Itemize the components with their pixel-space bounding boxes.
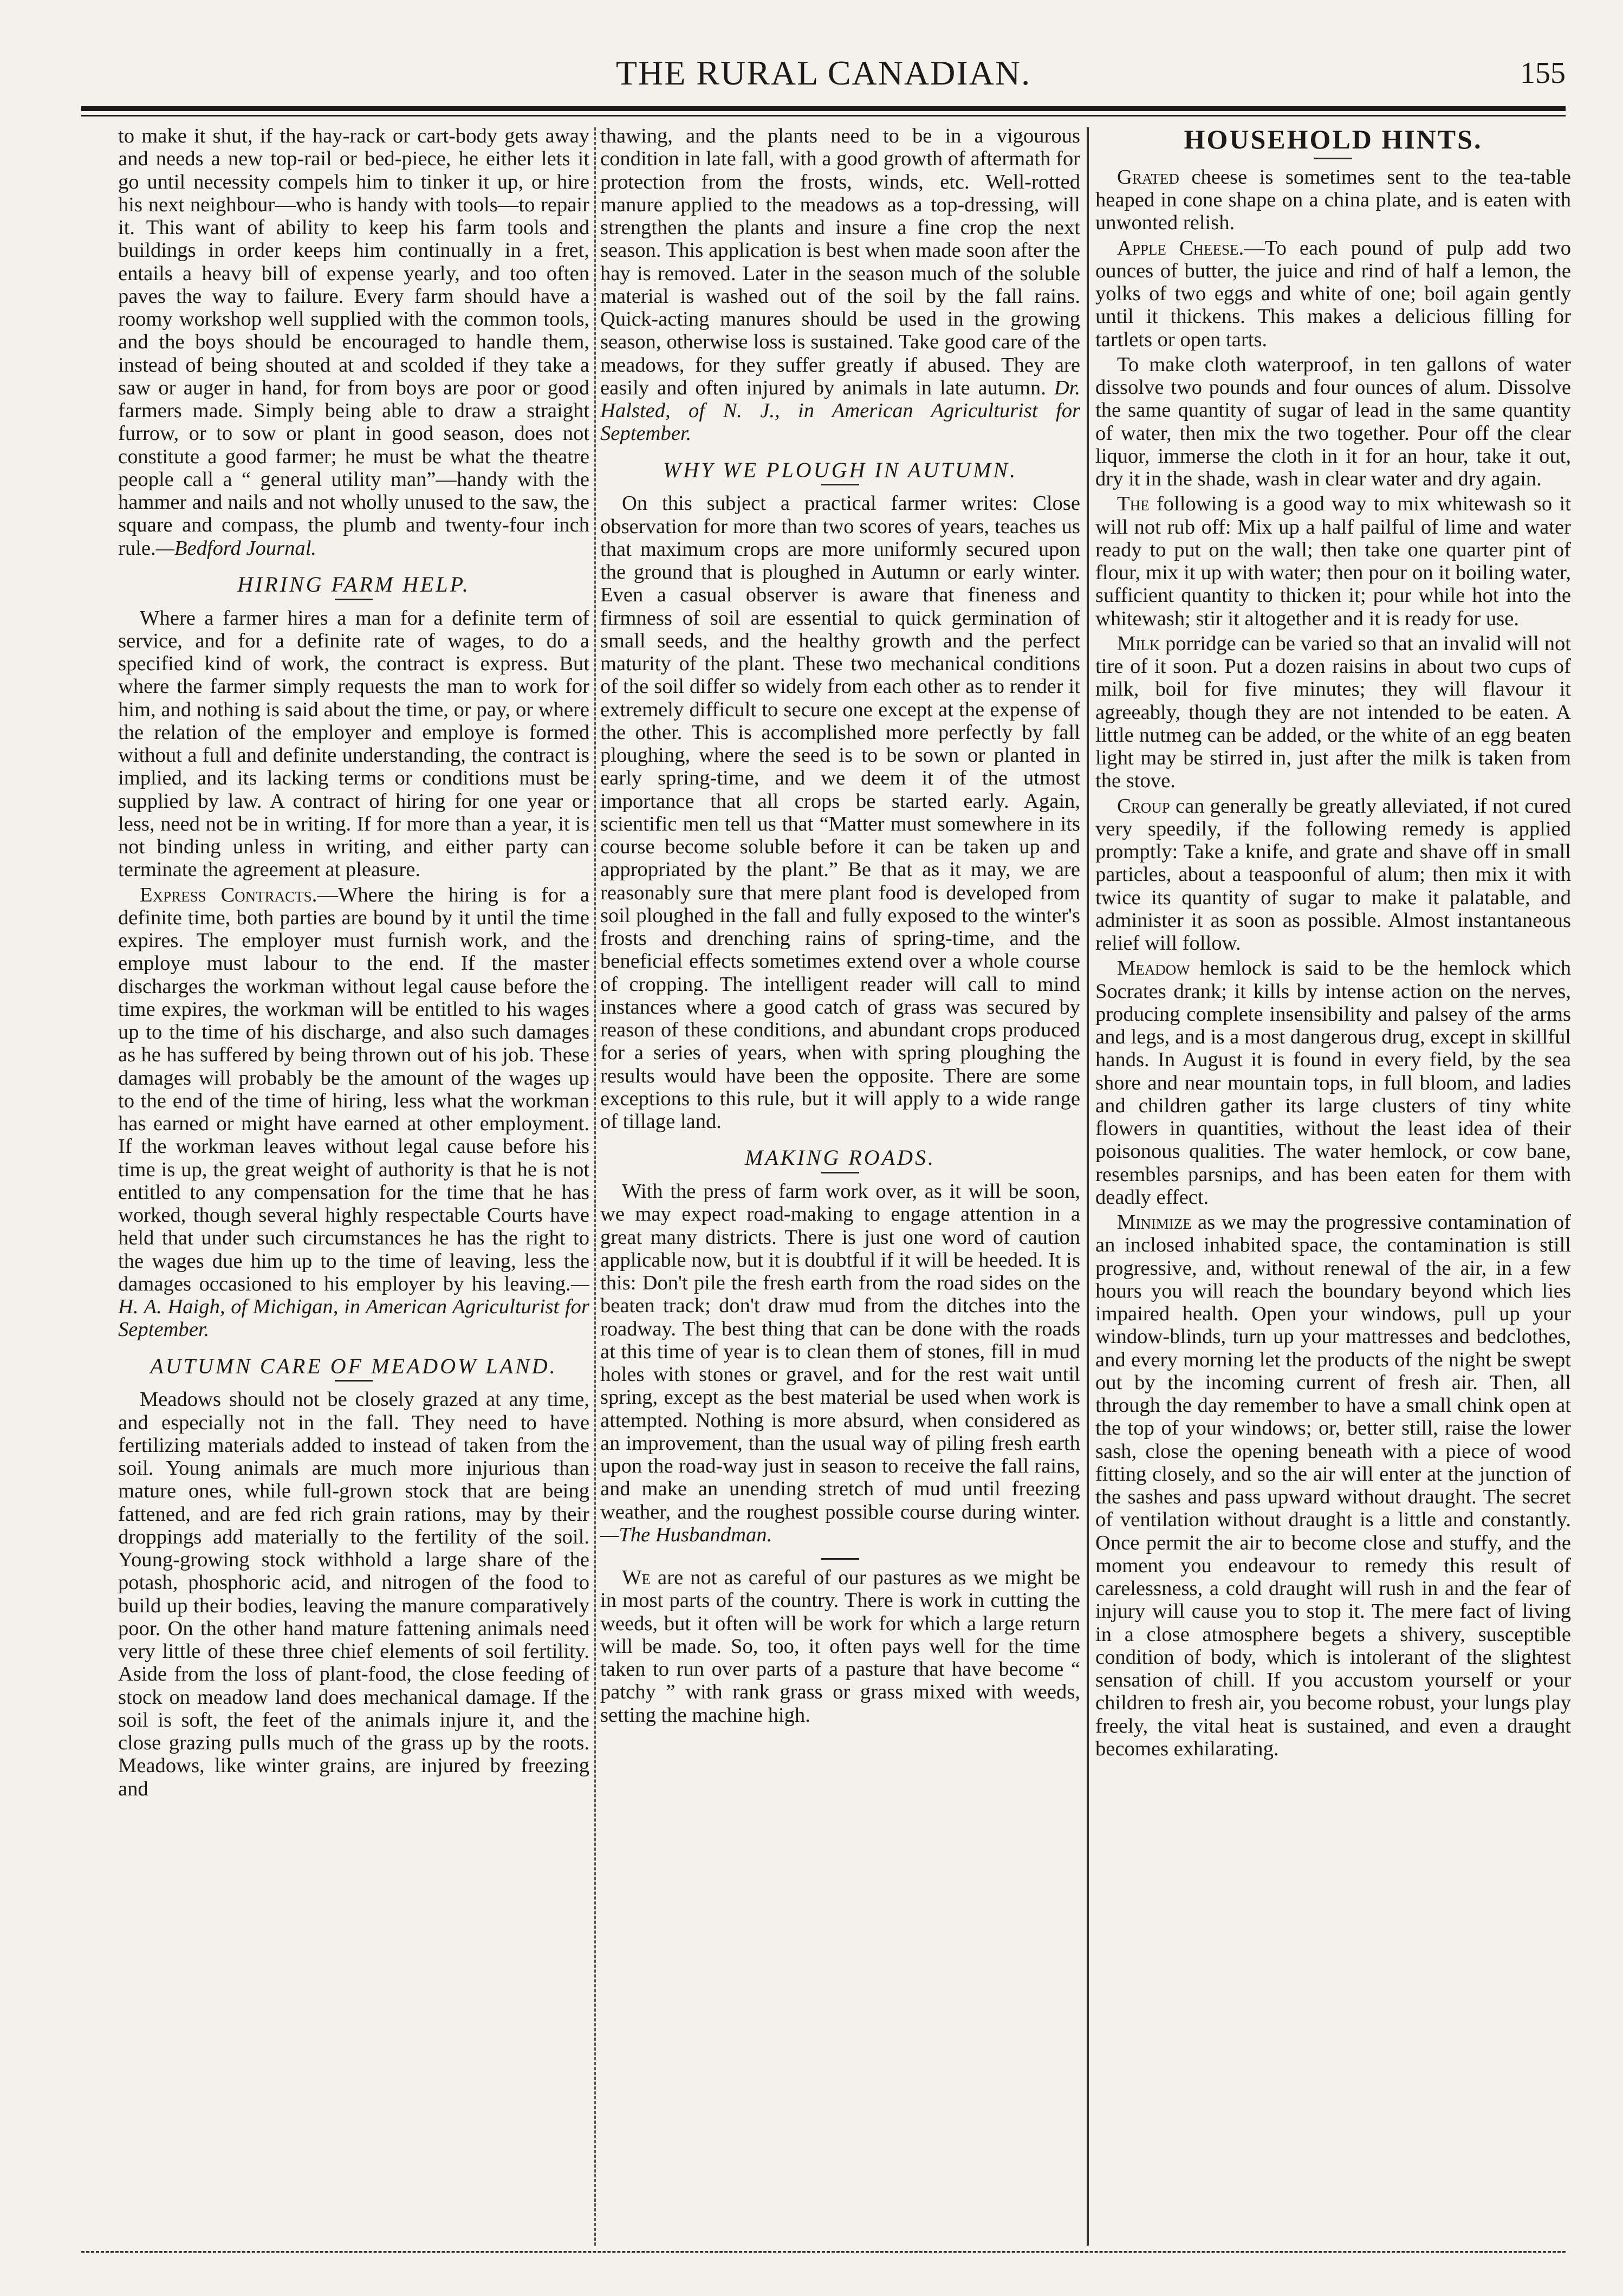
article-paragraph bbox=[118, 884, 589, 1341]
article-source: —Bedford Journal. bbox=[155, 536, 317, 560]
article-text: thawing, and the plants need to be in a vigourous condition in late fall, with a good growth of aftermath for protection from the frosts, winds, etc. Well-rotted manure applied to the meadows as a top-dressing, will strengthen the plants and insure a fine crop the next season. This application is best when made soon after the hay is removed. Later in the season much of the soluble material is washed out of the soil by the fall rains. Quick-acting manures should be used in the growing season, otherwise loss is sustained. Take good care of the meadows, for they suffer greatly if abused. They are easily and often injured by animals in late autumn. bbox=[600, 125, 1080, 399]
top-rule-thin bbox=[81, 115, 1566, 116]
article-source: —H. A. Haigh, of Michigan, in American Agriculturist for September. bbox=[118, 1272, 589, 1341]
article-text: are not as careful of our pastures as we might be in most parts of the country. There is work in cutting the weeds, but it often will be work for which a large return will be made. So, too, it often pays well for the time taken to run over parts of a pasture that have become “ patchy ” with rank grass or grass mixed with weeds, setting the machine high. bbox=[600, 1566, 1080, 1727]
household-hint bbox=[1095, 353, 1571, 491]
household-hints-list bbox=[1095, 166, 1571, 1760]
article-paragraph: Where a farmer hires a man for a definite term of service, and for a definite rate of wages, to do a specified kind of work, the contract is express. But where the farmer simply requests the man to work for him, and nothing is said about the time, or pay, or where the relation of the employer and employe is formed without a full and definite understanding, the contract is implied, and its lacking terms or conditions must be supplied by law. A contract of hiring for one year or less, need not be in writing. If for more than a year, it is not binding unless in writing, and either party can terminate the agreement at pleasure. bbox=[118, 606, 589, 881]
bottom-rule bbox=[81, 2251, 1566, 2253]
hint-text: can generally be greatly alleviated, if not cured very speedily, if the following remedy is applied promptly: Take a knife, and grate and shave off in small particles, about a teaspoonful of alum; then mix it with twice its quantity of sugar to make it palatable, and administer it as soon as possible. Almost instantaneous relief will follow. bbox=[1095, 794, 1571, 955]
section-dash bbox=[821, 1558, 859, 1560]
household-hint bbox=[1095, 237, 1571, 351]
article-paragraph bbox=[600, 1566, 1080, 1727]
hint-lead: Apple Cheese. bbox=[1117, 236, 1244, 260]
heading-dash bbox=[1314, 158, 1352, 159]
household-hint bbox=[1095, 632, 1571, 793]
household-hint bbox=[1095, 492, 1571, 630]
section-heading-hiring: HIRING FARM HELP. bbox=[237, 572, 470, 596]
article-paragraph bbox=[600, 1180, 1080, 1546]
heading-dash bbox=[821, 484, 859, 485]
article-source: Dr. Halsted, of N. J., in American Agriculturist for September. bbox=[600, 376, 1080, 445]
hint-lead: Minimize bbox=[1117, 1211, 1192, 1234]
hint-text: as we may the progressive contamination of an inclosed inhabited space, the contamination is still progressive, and, without renewal of the air, in a few hours you will reach the boundary beyond which lies impaired health. Open your windows, pull up your window-blinds, turn up your mattresses and bedclothes, and every morning let the products of the night be swept out by the incoming current of fresh air. Then, all through the day remember to have a small chink open at the top of your windows; or, better still, raise the lower sash, close the opening beneath with a piece of wood fitting closely, and so the air will enter at the junction of the sashes and pass upward without draught. The secret of ventilation without draught is a little and constantly. Once permit the air to become close and stuffy, and the moment you endeavour to remedy this result of carelessness, a cold draught will rush in and the fear of injury will cause you to stop it. The mere fact of living in a close atmosphere begets a shivery, susceptible condition of body, which is intolerant of the slightest sensation of chill. If you accustom yourself or your children to fresh air, you become robust, your lungs play freely, the vital heat is sustained, and even a draught becomes exhilarating. bbox=[1095, 1211, 1571, 1760]
hint-text: following is a good way to mix whitewash so it will not rub off: Mix up a half pailful of lime and water ready to put on the wall; then take one quarter pint of flour, mix it up with water; then pour on it boiling water, sufficient quantity to thicken it; pour while hot into the whitewash; stir it altogether and it is ready for use. bbox=[1095, 492, 1571, 630]
household-hint bbox=[1095, 166, 1571, 235]
page-number: 155 bbox=[1520, 56, 1566, 90]
hint-text: hemlock is said to be the hemlock which Socrates drank; it kills by intense action on the nerves, producing complete insensibility and palsey of the arms and legs, and is a most dangerous drug, except in skillful hands. In August it is found in every field, by the sea shore and near mountain tops, in full bloom, and ladies and children gather its large clusters of tiny white flowers in quantities, without the least idea of their poisonous qualities. The water hemlock, or cow bane, resembles parsnips, and has been eaten for them with deadly effect. bbox=[1095, 957, 1571, 1209]
paragraph-lead: We bbox=[622, 1566, 651, 1590]
heading-dash bbox=[335, 1380, 373, 1382]
page-title: THE RURAL CANADIAN. bbox=[615, 54, 1031, 92]
section-heading-household: HOUSEHOLD HINTS. bbox=[1184, 125, 1483, 154]
heading-dash bbox=[821, 1172, 859, 1173]
article-source: —The Husbandman. bbox=[600, 1523, 772, 1546]
article-text: With the press of farm work over, as it will be soon, we may expect road-making to engage attention in a great many districts. There is just one word of caution applicable now, but it is doubtful if it will be heeded. It is this: Don't pile the fresh earth from the road sides on the beaten track; don't draw mud from the ditches into the roadway. The best thing that can be done with the roads at this time of year is to clean them of stones, fill in mud holes with stones or gravel, and for the rest wait until spring, except as the best material be used when work is attempted. Nothing is more absurd, when considered as an improvement, than the usual way of piling fresh earth upon the road-way just in season to receive the fall rains, and make an unending stretch of mud until freezing weather, and the roughest possible course during winter. bbox=[600, 1180, 1080, 1523]
household-hint bbox=[1095, 795, 1571, 955]
hint-text: —To each pound of pulp add two ounces of butter, the juice and rind of half a lemon, the yolks of two eggs and white of one; boil again gently until it thickens. This makes a delicious filling for tartlets or open tarts. bbox=[1095, 236, 1571, 351]
hint-lead: Grated bbox=[1117, 165, 1179, 189]
hint-text: porridge can be varied so that an invalid will not tire of it soon. Put a dozen raisins in about two cups of milk, boil for five minutes; they will flavour it agreeably, though they are not intended to be eaten. A little nutmeg can be added, or the white of an egg beaten light may be stirred in, just after the milk is taken from the stove. bbox=[1095, 632, 1571, 793]
hint-text: cheese is sometimes sent to the tea-table heaped in cone shape on a china plate, and is eaten with unwonted relish. bbox=[1095, 165, 1571, 235]
column-2 bbox=[600, 125, 1080, 2216]
article-paragraph: On this subject a practical farmer writes: Close observation for more than two scores of years, teaches us that maximum crops are more uniformly secured upon the ground that is ploughed in Autumn or early winter. Even a casual observer is aware that fineness and firmness of soil are essential to quick germination of small seeds, and the healthy growth and the perfect maturity of the plant. These two mechanical conditions of the soil differ so widely from each other as to render it extremely difficult to secure one except at the expense of the other. This is accomplished more perfectly by fall ploughing, where the seed is to be sown or planted in early spring-time, and we deem it of the utmost importance that all crops be started early. Again, scientific men tell us that “Matter must somewhere in its course become soluble before it can be taken up and appropriated by the plant.” Be that as it may, we are reasonably sure that mere plant food is developed from soil ploughed in the fall and fully exposed to the winter's frosts and drenching rains of spring-time, and the beneficial effects sometimes extend over a whole course of cropping. The intelligent reader will call to mind instances where a good catch of grass was secured by reason of these conditions, and abundant crops produced for a series of years, when with spring ploughing the results would have been the opposite. There are some exceptions to this rule, but it will apply to a wide range of tillage land. bbox=[600, 492, 1080, 1133]
paragraph-lead: Express Contracts. bbox=[140, 883, 317, 906]
article-paragraph bbox=[600, 125, 1080, 445]
hint-text: To make cloth waterproof, in ten gallons of water dissolve two pounds and four ounces of alum. Dissolve the same quantity of sugar of lead in the same quantity of water, then mix the two together. Pour off the clear liquor, immerse the cloth in it for an hour, take it out, dry it in the shade, wash in clear water and dry again. bbox=[1095, 353, 1571, 490]
article-text: to make it shut, if the hay-rack or cart-body gets away and needs a new top-rail or bed-piece, he either lets it go until necessity compels him to tinker it up, or hire his next neighbour—who is handy with tools—to repair it. This want of ability to keep his farm tools and buildings in order keeps him continually in a fret, entails a heavy bill of expense yearly, and too often paves the way to failure. Every farm should have a roomy workshop well supplied with the common tools, and the boys should be encouraged to handle them, instead of being shouted at and scolded if they take a saw or auger in hand, for from boys are poor or good farmers made. Simply being able to draw a straight furrow, or to sow or plant in good season, does not constitute a good farmer; he must be what the theatre people call a “ general utility man”—handy with the hammer and nails and not wholly unused to the saw, the square and compass, the plumb and twenty-four inch rule. bbox=[118, 125, 589, 560]
masthead bbox=[81, 43, 1566, 108]
column-separator-2 bbox=[1087, 127, 1089, 2246]
article-text: —Where the hiring is for a definite time, both parties are bound by it until the time expires. The employer must furnish work, and the employe must labour to the end. If the master discharges the workman without legal cause before the time expires, the workman will be entitled to his wages up to the time of his discharge, and also such damages as he has suffered by being thrown out of his job. These damages will probably be the amount of the wages up to the end of the time of hiring, less what the workman has earned or might have earned at other employment. If the workman leaves without legal cause before his time is up, the great weight of authority is that he is not entitled to any compensation for the time that he has worked, though several highly respectable Courts have held that under such circumstances he has the right to the wages due him up to the time of leaving, less the damages occasioned to his employer by his leaving. bbox=[118, 883, 589, 1295]
heading-dash bbox=[335, 599, 373, 600]
top-rule bbox=[81, 106, 1566, 111]
article-paragraph: Meadows should not be closely grazed at any time, and especially not in the fall. They need to have fertilizing materials added to instead of taken from the soil. Young animals are much more injurious than mature ones, while full-grown stock that are being fattened, and are fed rich grain rations, may by their droppings add materially to the fertility of the soil. Young-growing stock withhold a large share of the potash, phosphoric acid, and nitrogen of the food to build up their bodies, leaving the manure comparatively poor. On the other hand mature fattening animals need very little of these three chief elements of soil fertility. Aside from the loss of plant-food, the close feeding of stock on meadow land does mechanical damage. If the soil is soft, the feet of the animals injure it, and the close grazing pulls much of the grass up by the roots. Meadows, like winter grains, are injured by freezing and bbox=[118, 1388, 589, 1800]
hint-lead: Meadow bbox=[1117, 957, 1190, 980]
hint-lead: Croup bbox=[1117, 794, 1170, 818]
household-hint bbox=[1095, 957, 1571, 1209]
column-3 bbox=[1095, 125, 1571, 2216]
article-paragraph bbox=[118, 125, 589, 560]
hint-lead: The bbox=[1117, 492, 1150, 516]
section-heading-roads: MAKING ROADS. bbox=[745, 1145, 936, 1170]
section-heading-meadow: AUTUMN CARE OF MEADOW LAND. bbox=[150, 1353, 557, 1378]
hint-lead: Milk bbox=[1117, 632, 1160, 655]
section-heading-plough: WHY WE PLOUGH IN AUTUMN. bbox=[663, 457, 1018, 482]
household-hint bbox=[1095, 1211, 1571, 1760]
column-1 bbox=[118, 125, 589, 2216]
column-separator-1 bbox=[594, 127, 596, 2246]
